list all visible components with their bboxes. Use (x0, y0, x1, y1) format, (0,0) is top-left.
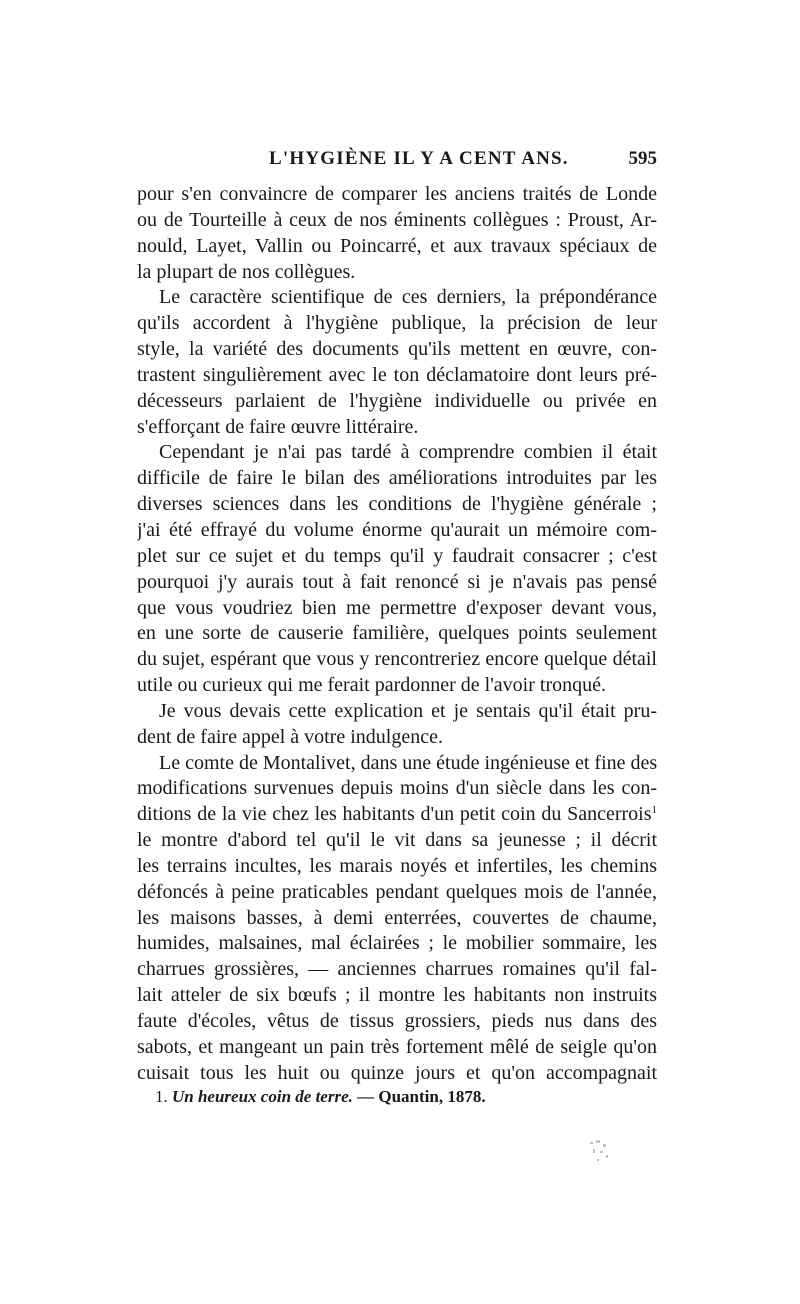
text-line: ou de Tourteille à ceux de nos éminents collègues : Proust, Ar- (137, 208, 657, 231)
text-line: trastent singulièrement avec le ton déclamatoire dont leurs pré- (137, 363, 657, 386)
text-line: diverses sciences dans les conditions de l'hygiène générale ; (137, 493, 657, 516)
footnote-title: Un heureux coin de terre. (172, 1087, 353, 1106)
text-line: les maisons basses, à demi enterrées, couvertes de chaume, (137, 906, 657, 929)
text-line: Cependant je n'ai pas tardé à comprendre combien il était (159, 441, 657, 464)
text-line: décesseurs parlaient de l'hygiène individuelle ou privée en (137, 389, 657, 412)
text-line: pour s'en convaincre de comparer les anciens traités de Londe (137, 183, 657, 205)
running-header (137, 148, 657, 174)
footnote-number: 1. (155, 1087, 168, 1106)
text-line: charrues grossières, — anciennes charrues romaines qu'il fal- (137, 958, 657, 981)
text-line: plet sur ce sujet et du temps qu'il y faudrait consacrer ; c'est (137, 544, 657, 567)
page-number: 595 (628, 148, 657, 169)
text-line: humides, malsaines, mal éclairées ; le mobilier sommaire, les (137, 932, 657, 955)
text-line: les terrains incultes, les marais noyés et infertiles, les chemins (137, 854, 657, 877)
body-text (137, 182, 657, 1087)
text-line: Le caractère scientifique de ces derniers, la prépondérance (159, 286, 657, 309)
text-line: en une sorte de causerie familière, quelques points seulement (137, 622, 657, 645)
text-line: Je vous devais cette explication et je sentais qu'il était pru- (159, 699, 657, 722)
text-line: pourquoi j'y aurais tout à fait renoncé si je n'avais pas pensé (137, 570, 657, 593)
text-line: défoncés à peine praticables pendant quelques mois de l'année, (137, 880, 657, 903)
text-line: le montre d'abord tel qu'il le vit dans sa jeunesse ; il décrit (137, 829, 657, 852)
text-line: dent de faire appel à votre indulgence. (137, 725, 443, 748)
footnote-publisher: — Quantin, 1878. (357, 1087, 486, 1106)
text-line-content: ditions de la vie chez les habitants d'un petit coin du Sancerrois (137, 803, 652, 826)
text-line: modifications survenues depuis moins d'un siècle dans les con- (137, 777, 657, 800)
footnote (155, 1087, 486, 1107)
text-line: difficile de faire le bilan des améliorations introduites par les (137, 467, 657, 490)
text-line: que vous voudriez bien me permettre d'exposer devant vous, (137, 596, 657, 619)
text-line: la plupart de nos collègues. (137, 260, 356, 283)
ink-smudge (588, 1138, 612, 1166)
text-line: s'efforçant de faire œuvre littéraire. (137, 415, 419, 438)
text-line: utile ou curieux qui me ferait pardonner de l'avoir tronqué. (137, 674, 606, 697)
footnote-reference: 1 (651, 804, 657, 817)
running-title: L'HYGIÈNE IL Y A CENT ANS. (269, 148, 569, 169)
text-line: lait atteler de six bœufs ; il montre les habitants non instruits (137, 984, 657, 1007)
text-line: sabots, et mangeant un pain très fortement mêlé de seigle qu'on (137, 1035, 657, 1058)
text-line: j'ai été effrayé du volume énorme qu'aurait un mémoire com- (137, 518, 657, 541)
text-line: qu'ils accordent à l'hygiène publique, la précision de leur (137, 312, 657, 335)
text-line-with-footnote (137, 802, 657, 828)
text-line: style, la variété des documents qu'ils mettent en œuvre, con- (137, 338, 657, 361)
text-line: faute d'écoles, vêtus de tissus grossiers, pieds nus dans des (137, 1010, 657, 1032)
text-line: nould, Layet, Vallin ou Poincarré, et aux travaux spéciaux de (137, 234, 657, 257)
text-line: du sujet, espérant que vous y rencontreriez encore quelque détail (137, 648, 657, 671)
text-line: Le comte de Montalivet, dans une étude ingénieuse et fine des (159, 751, 657, 774)
text-line: cuisait tous les huit ou quinze jours et qu'on accompagnait (137, 1061, 657, 1084)
